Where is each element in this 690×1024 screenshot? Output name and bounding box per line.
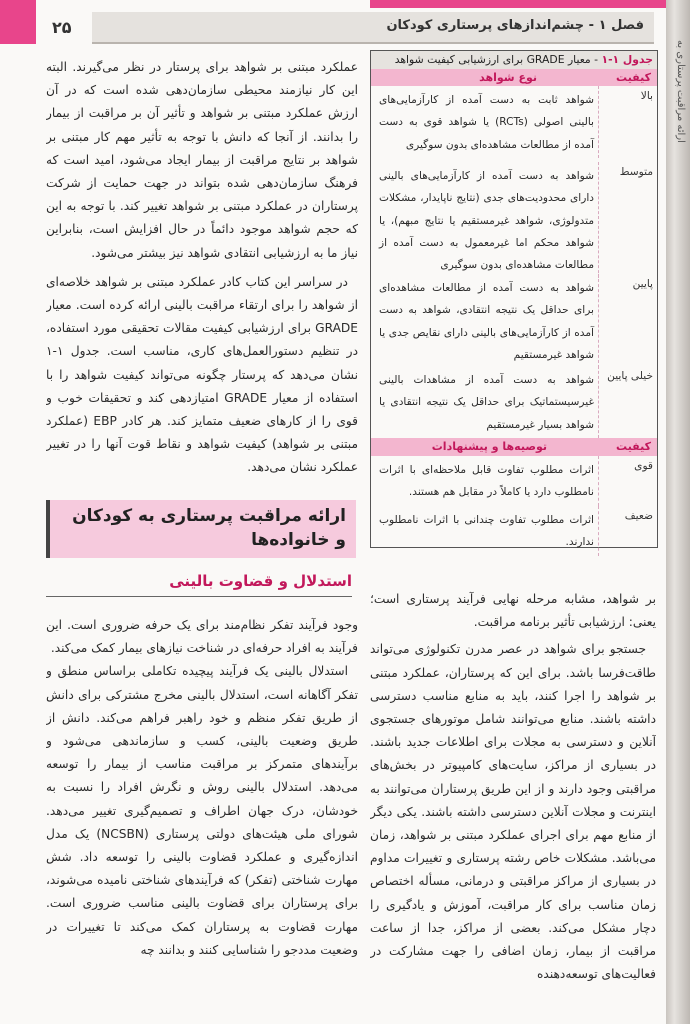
row-level: متوسط — [619, 166, 653, 178]
header-quality: کیفیت — [616, 71, 651, 84]
row-text: شواهد به دست آمده از مطالعات مشاهده‌ای برای حداقل یک نتیجه انتقادی، شواهد به دست آمده از کارآزمایی‌های بالینی دارای نقایص جدی یا شواهد غیرمستقیم — [371, 274, 599, 368]
right-column-bottom — [370, 588, 656, 1014]
table-header-2 — [371, 438, 657, 456]
page-number: ۲۵ — [52, 18, 72, 37]
paragraph: عملکرد مبتنی بر شواهد برای پرستار در نظر می‌گیرند. البته این کار نیازمند محیطی سازمان‌دهی شده است که در آن ارزش عملکرد مبتنی بر شواهد و تأثیر آن بر مراقبت از بیمار را بدانند. از آنجا که دانش با توجه به تأثیر مهم کار مبتنی بر شواهد بر نتایج مراقبت از بیمار ایجاد می‌شود، امید است که فرهنگ سازمان‌دهی شده بتواند در جهت حمایت از شرکت پرستاران در عملکرد مبتنی بر شواهد تغییر کند. با توجه به این که حجم شواهد موجود دائماً در حال افزایش است، بنابراین نیاز ما به ارزشیابی انتقادی شواهد نیز بیشتر می‌شود. — [46, 60, 358, 260]
table-row — [371, 274, 657, 366]
section-title: ارائه مراقبت پرستاری به کودکان و خانواده‌ها — [72, 506, 346, 550]
row-level: ضعیف — [624, 510, 653, 522]
paragraph: جستجو برای شواهد در عصر مدرن تکنولوژی می‌تواند طاقت‌فرسا باشد. برای این که پرستاران، عملکرد مبتنی بر شواهد را اجرا کنند، باید به منابع مناسب دسترسی داشته باشند. منابع می‌توانند شامل موتورهای جستجوی آنلاین و دسترسی به مجلات برای اطلاعات جدید باشند. در بسیاری از مراکز، سایت‌های کامپیوتر در بخش‌های مراقبتی وجود دارند و از این طریق پرستاران می‌توانند به اینترنت و مجلات آنلاین دسترسی داشته باشند. یکی دیگر از منابع مهم برای اجرای عملکرد مبتنی بر شواهد، زمان می‌باشد. مشکلات خاص رشته پرستاری و تغییرات مداوم در بسیاری از مراکز مراقبتی و درمانی، مسأله اختصاص زمان مناسب برای کار مراقبت، آموزش و یادگیری را دچار مشکل می‌کند. بعضی از مراکز، جدا از ساعت مراقبت از بیمار، زمان اضافی را جهت مشارکت در فعالیت‌های توسعه‌دهنده — [370, 642, 656, 982]
table-row — [371, 456, 657, 506]
row-text: شواهد ثابت به دست آمده از کارآزمایی‌های بالینی اصولی (RCTs) یا شواهد قوی به دست آمده از مطالعات مشاهده‌ای بدون سوگیری — [371, 86, 599, 158]
accent-strip — [370, 0, 666, 8]
grade-table — [370, 50, 658, 548]
left-column-top — [46, 56, 358, 488]
table-row — [371, 366, 657, 436]
table-caption: جدول ۱-۱ - معیار GRADE برای ارزشیابی کیفیت شواهد — [371, 51, 657, 69]
row-level: قوی — [634, 460, 653, 472]
page-binding — [666, 0, 690, 1024]
paragraph: در سراسر این کتاب کادر عملکرد مبتنی بر شواهد خلاصه‌ای از شواهد را برای ارتقاء مراقبت بالینی ارائه کرده است. معیار GRADE برای ارزشیابی کیفیت مقالات تحقیقی مورد استفاده، در تنظیم دستورالعمل‌های کاری، مناسب است. جدول ۱-۱ نشان می‌دهد که پرستار چگونه می‌تواند کیفیت شواهد را با استفاده از معیار GRADE امتیازدهی کند و تحقیقات خوب و قوی را از کارهای ضعیف متمایز کند. هر کادر EBP (عملکرد مبتنی بر شواهد) کیفیت شواهد و نقاط قوت آنها را در تغییر عملکرد نشان می‌دهد. — [46, 274, 358, 475]
header-bar — [92, 12, 654, 44]
header-evidence-type: نوع شواهد — [479, 71, 537, 84]
header-recommendations: توصیه‌ها و پیشنهادات — [431, 440, 547, 453]
table-header — [371, 69, 657, 86]
row-text: اثرات مطلوب تفاوت چندانی با اثرات نامطلوب ندارند. — [371, 506, 599, 556]
row-text: اثرات مطلوب تفاوت قابل ملاحظه‌ای با اثرات نامطلوب دارد یا کاملاً در مقابل هم هستند. — [371, 456, 599, 506]
table-row — [371, 86, 657, 162]
left-column-bottom — [46, 614, 358, 1014]
header-quality: کیفیت — [616, 440, 651, 453]
row-level: خیلی پایین — [607, 370, 653, 382]
row-text: شواهد به دست آمده از مشاهدات بالینی غیرسیستماتیک برای حداقل یک نتیجه انتقادی یا شواهد بسیار غیرمستقیم — [371, 366, 599, 438]
chapter-title: فصل ۱ - چشم‌اندازهای پرستاری کودکان — [386, 18, 644, 33]
table-row — [371, 162, 657, 274]
table-caption-text: معیار GRADE برای ارزشیابی کیفیت شواهد — [394, 53, 591, 66]
section-heading-box — [46, 500, 356, 558]
table-label: جدول ۱-۱ — [601, 53, 653, 66]
paragraph: بر شواهد، مشابه مرحله نهایی فرآیند پرستاری است؛ یعنی: ارزشیابی تأثیر برنامه مراقبت. — [370, 592, 656, 630]
paragraph: استدلال بالینی یک فرآیند پیچیده تکاملی براساس منطق و تفکر آگاهانه است، استدلال بالینی مخرج مشترکی برای دانش از طریق تفکر منظم و خود راهبر فراهم می‌کند. دانش از طریق وضعیت بالینی، کسب و سازماندهی می‌شود و برآیندهای متمرکز بر مراقبت مناسب از بیمار را توسعه می‌دهد. استدلال بالینی روش و نگرش افراد را نسبت به خودشان، درک جهان اطراف و تصمیم‌گیری تغییر می‌دهد. شورای ملی هیئت‌های دولتی پرستاری (NCSBN) یک مدل اندازه‌گیری و عملکرد قضاوت بالینی را توسعه داد. شش مهارت شناختی (تفکر) که فرآیندهای شناختی نامیده می‌شوند، برای پرستاران برای قضاوت بالینی مناسب ضروری است. مهارت قضاوت به پرستاران کمک می‌کند تا تغییرات در وضعیت مددجو را شناسایی کنند و بدانند چه — [46, 664, 358, 957]
row-text: شواهد به دست آمده از کارآزمایی‌های بالینی دارای محدودیت‌های جدی (نتایج ناپایدار، مشکلات متدولوژی، شواهد غیرمستقیم یا نتایج مبهم)، یا شواهد محکم اما غیرمعمول به دست آمده از مطالعات مشاهده‌ای بدون سوگیری — [371, 162, 599, 278]
subsection-title: استدلال و قضاوت بالینی — [46, 572, 352, 597]
row-level: بالا — [640, 90, 653, 102]
paragraph: وجود فرآیند تفکر نظام‌مند برای یک حرفه ضروری است. این فرآیند به افراد حرفه‌ای در شناخت نیازهای بیمار کمک می‌کند. — [46, 618, 358, 656]
binding-text: ارائه مراقبت پرستاری به — [675, 40, 686, 143]
table-row — [371, 506, 657, 549]
row-level: پایین — [632, 278, 653, 290]
chapter-tab — [0, 0, 36, 44]
